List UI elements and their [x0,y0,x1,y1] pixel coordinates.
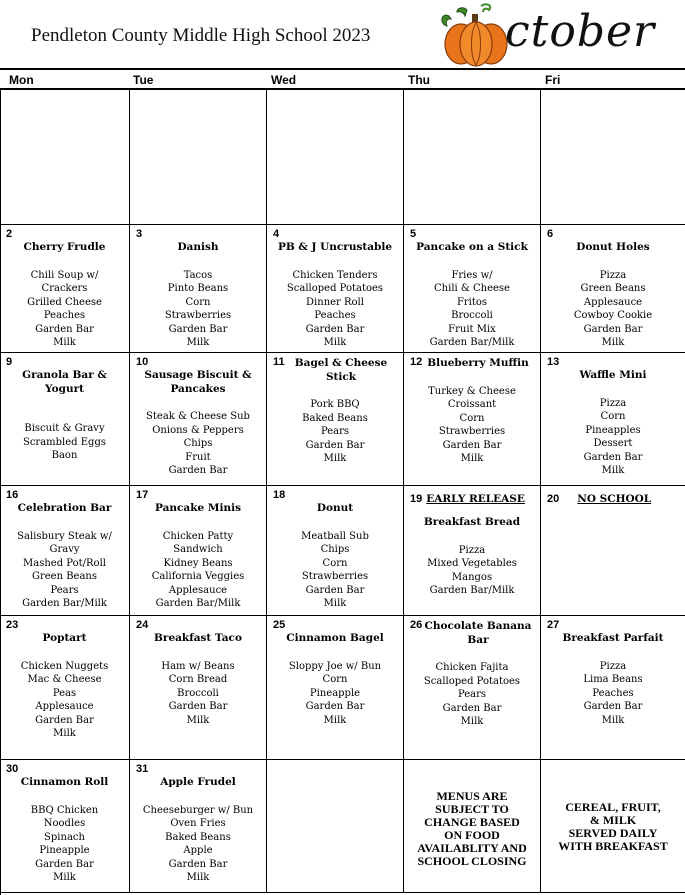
day-cell-oct-31 [130,760,267,893]
blank-day-cell [267,90,404,225]
note-line: SUBJECT TO [435,802,509,816]
menu-disclaimer-cell [404,760,541,893]
menu-line: Apple [183,845,213,856]
day-number: 5 [410,228,417,240]
menu-line: Garden Bar/Milk [22,598,107,609]
menu-line: Corn [600,411,626,422]
day-cell-oct-3 [130,225,267,353]
menu-line: Noodles [43,818,86,829]
menu-line: Chicken Tenders [292,269,378,281]
menu-line: Garden Bar [442,702,502,714]
breakfast-item: Bagel & Cheese Stick [294,357,388,383]
menu-line: Chips [183,438,213,449]
note-line: AVAILABLITY AND [417,841,527,855]
day-number: 2 [6,228,13,240]
day-number: 12 [410,356,423,368]
day-label-fri: Fri [545,73,561,87]
menu-line: Milk [601,714,625,726]
menu-line: Scalloped Potatoes [423,675,521,687]
day-cell-oct-16 [0,486,130,616]
lunch-menu [130,804,266,885]
menu-line: Chili Soup w/ [30,269,99,281]
menu-line: Mac & Cheese [27,674,102,685]
menu-line: Scrambled Eggs [22,436,106,448]
menu-line: Pears [320,426,350,437]
breakfast-item: PB & J Uncrustable [277,241,393,253]
menu-line: Chili & Cheese [434,283,510,294]
lunch-menu [130,269,266,350]
day-number: 16 [6,489,19,501]
breakfast-item: Donut Holes [576,241,650,253]
day-number: 9 [6,356,13,368]
menu-line: Garden Bar/Milk [429,337,515,348]
menu-line: Fruit Mix [448,323,496,335]
blank-day-cell [404,90,541,225]
note-line: SCHOOL CLOSING [417,854,527,868]
day-cell-oct-6 [541,225,685,353]
day-cell-oct-2 [0,225,130,353]
calendar-header [0,0,685,68]
day-label-mon: Mon [9,73,34,87]
note-line: WITH BREAKFAST [558,839,668,853]
weekday-header [0,68,685,90]
day-cell-oct-23 [0,616,130,760]
menu-line: Garden Bar [442,439,502,451]
day-cell-oct-5 [404,225,541,353]
menu-line: Pears [457,689,487,700]
breakfast-item: Blueberry Muffin [427,357,529,369]
menu-line: Broccoli [451,310,493,321]
day-cell-oct-11 [267,353,404,486]
day-cell-oct-30 [0,760,130,893]
lunch-menu [0,804,129,885]
lunch-menu [0,422,129,463]
day-number: 17 [136,489,149,501]
note-line: SERVED DAILY [568,826,658,840]
breakfast-item: Celebration Bar [17,502,112,514]
early-release-label: EARLY RELEASE [426,493,525,505]
lunch-menu [130,660,266,728]
day-number: 20 [547,493,560,505]
lunch-menu [130,410,266,478]
menu-line: Cowboy Cookie [573,310,653,321]
breakfast-item: Poptart [42,632,87,644]
menu-line: Corn [322,674,348,685]
breakfast-item: Cherry Frudle [23,241,106,253]
lunch-menu [404,385,540,466]
menu-line: Chicken Patty [162,530,234,542]
menu-line: Chicken Nuggets [20,660,109,672]
lunch-menu [404,661,540,729]
lunch-menu [404,544,540,598]
breakfast-item: Cinnamon Roll [20,776,109,788]
day-number: 26 [410,619,423,631]
menu-line: Pizza [599,397,627,409]
day-cell-oct-10 [130,353,267,486]
menu-line: Milk [186,337,210,348]
menu-line: Peas [52,687,77,699]
menu-line: Milk [323,714,347,726]
menu-line: Garden Bar [305,439,365,451]
note-line: ON FOOD [444,828,500,842]
day-number: 4 [273,228,280,240]
menu-line: Milk [53,728,76,739]
menu-line: Garden Bar [305,701,365,712]
menu-line: BBQ Chicken [30,804,99,816]
lunch-menu [541,397,685,478]
breakfast-item: Waffle Mini [579,369,647,381]
day-cell-oct-27 [541,616,685,760]
note-line: CEREAL, FRUIT, [565,800,661,814]
menu-line: Garden Bar/Milk [429,585,515,596]
menu-line: Garden Bar [168,701,228,712]
lunch-menu [267,660,403,728]
day-cell-oct-12 [404,353,541,486]
menu-line: Kidney Beans [163,557,233,569]
day-number: 25 [273,619,286,631]
day-cell-oct-18 [267,486,404,616]
menu-line: Pinto Beans [167,283,229,294]
daily-breakfast-note-cell [541,760,685,893]
menu-line: Milk [460,453,484,464]
menu-line: Ham w/ Beans [161,660,235,672]
note-line: & MILK [589,813,637,827]
blank-day-cell [130,90,267,225]
menu-line: Fritos [456,296,488,308]
menu-line: Sloppy Joe w/ Bun [288,660,382,672]
menu-line: Tacos [183,269,213,281]
breakfast-item: Breakfast Parfait [562,632,664,644]
day-number: 23 [6,619,19,631]
month-title: ctober [505,6,656,57]
menu-line: Garden Bar [35,323,94,335]
day-label-wed: Wed [271,73,297,87]
no-school-banner [547,489,651,507]
day-cell-oct-19 [404,486,541,616]
menu-line: Milk [323,453,347,464]
menu-line: Mixed Vegetables [427,558,517,569]
menu-line: Mashed Pot/Roll [23,557,106,569]
day-number: 11 [273,356,285,368]
menu-line: Garden Bar [583,451,643,463]
lunch-menu [541,269,685,350]
blank-day-cell [267,760,404,893]
menu-line: Pineapple [309,687,361,699]
day-number: 18 [273,489,286,501]
menu-line: Applesauce [168,584,228,596]
menu-line: Milk [601,465,625,476]
menu-line: Fruit [185,451,211,463]
day-cell-oct-17 [130,486,267,616]
menu-line: Turkey & Cheese [428,385,516,397]
menu-line: Croissant [447,399,497,410]
menu-line: Chicken Fajita [435,662,509,673]
day-cell-oct-25 [267,616,404,760]
breakfast-item: Chocolate Banana Bar [424,620,532,646]
lunch-menu [130,530,266,611]
school-title: Pendleton County Middle High School 2023 [31,25,371,46]
menu-line: Crackers [41,283,88,294]
breakfast-item: Cinnamon Bagel [286,632,384,644]
day-number: 3 [136,228,143,240]
lunch-menu [267,269,403,350]
menu-line: Pineapples [585,424,641,436]
menu-line: Chips [320,544,350,555]
menu-line: Lima Beans [583,674,643,685]
menu-line: Applesauce [35,701,94,712]
menu-line: Pork BBQ [310,399,360,410]
menu-line: Green Beans [580,283,646,294]
menu-line: Peaches [592,687,634,699]
note-line: CHANGE BASED [424,815,520,829]
blank-day-cell [541,90,685,225]
breakfast-item: Danish [177,241,219,253]
day-number: 27 [547,619,560,631]
day-number: 24 [136,619,149,631]
menu-line: Gravy [49,544,80,555]
menu-line: Strawberries [301,571,369,582]
menu-line: Garden Bar [305,584,365,596]
menu-line: Milk [53,872,76,883]
menu-line: Corn [459,412,485,424]
menu-line: Corn [185,296,211,308]
lunch-menu [0,530,129,611]
lunch-menu [0,660,129,741]
menu-line: Pizza [458,544,486,556]
menu-line: Pizza [599,269,627,281]
menu-line: Strawberries [438,426,506,437]
blank-day-cell [0,90,130,225]
day-number: 31 [136,763,149,775]
daily-breakfast-note [541,801,685,853]
menu-line: Dessert [593,438,633,449]
menu-line: Milk [186,872,210,883]
day-number: 13 [547,356,560,368]
menu-line: Dinner Roll [306,296,364,308]
note-line: MENUS ARE [436,789,508,803]
menu-line: Garden Bar [35,858,94,870]
lunch-menu [404,269,540,350]
menu-line: Onions & Peppers [152,424,244,436]
menu-line: Applesauce [583,296,643,308]
breakfast-item: Pancake on a Stick [416,241,528,253]
menu-line: Milk [601,337,625,348]
menu-line: Baked Beans [165,831,231,843]
menu-line: Milk [460,716,484,727]
day-number: 19 [410,493,423,505]
menu-line: Garden Bar [583,701,643,712]
breakfast-item: Donut [316,502,354,514]
no-school-label: NO SCHOOL [577,493,652,505]
menu-line: Milk [53,337,76,348]
menu-line: Sandwich [173,544,223,555]
menu-line: Milk [186,714,210,726]
menu-line: Biscuit & Gravy [24,423,105,434]
menu-line: Oven Fries [170,818,226,829]
menu-line: Garden Bar/Milk [155,598,241,609]
day-label-thu: Thu [408,73,430,87]
breakfast-item: Apple Frudel [160,776,236,788]
day-number: 30 [6,763,19,775]
menu-line: Scalloped Potatoes [286,283,384,294]
menu-line: Peaches [314,310,356,321]
menu-line: Fries w/ [451,269,493,281]
menu-line: Grilled Cheese [27,296,102,308]
menu-line: Garden Bar [168,858,228,870]
day-cell-oct-24 [130,616,267,760]
breakfast-item: Breakfast Taco [154,632,242,644]
menu-line: Peaches [43,310,86,321]
breakfast-item: Granola Bar & Yogurt [22,369,107,395]
menu-line: Strawberries [164,310,232,321]
breakfast-item: Breakfast Bread [423,516,521,528]
menu-line: California Veggies [151,571,245,582]
lunch-menu [541,660,685,728]
menu-line: Corn Bread [168,674,228,685]
pumpkin-icon [437,2,515,68]
menu-line: Pineapple [39,845,90,856]
menu-line: Milk [323,598,347,609]
lunch-menu [267,530,403,611]
menu-disclaimer [404,790,540,868]
breakfast-item: Pancake Minis [154,502,241,514]
day-number: 6 [547,228,554,240]
day-cell-oct-26 [404,616,541,760]
menu-line: Broccoli [177,687,219,699]
early-release-banner [410,489,525,507]
lunch-menu [0,269,129,350]
menu-line: Garden Bar [168,323,228,335]
menu-line: Salisbury Steak w/ [17,530,112,542]
menu-line: Mangos [451,571,493,583]
breakfast-item: Sausage Biscuit & Pancakes [144,369,252,395]
lunch-menu [267,398,403,466]
menu-line: Milk [323,337,347,348]
day-cell-oct-20 [541,486,685,616]
menu-line: Steak & Cheese Sub [146,411,250,422]
menu-line: Spinach [44,831,85,843]
menu-line: Baked Beans [302,412,368,424]
day-cell-oct-9 [0,353,130,486]
day-label-tue: Tue [133,73,154,87]
day-number: 10 [136,356,149,368]
menu-line: Garden Bar [35,714,94,726]
menu-line: Baon [51,450,78,461]
day-cell-oct-13 [541,353,685,486]
menu-line: Green Beans [31,571,98,582]
menu-line: Corn [322,557,348,569]
menu-line: Pizza [599,660,627,672]
menu-line: Pears [50,584,79,596]
menu-line: Cheeseburger w/ Bun [142,804,254,816]
menu-line: Garden Bar [583,323,643,335]
menu-line: Garden Bar [168,465,228,476]
menu-line: Garden Bar [305,323,365,335]
day-cell-oct-4 [267,225,404,353]
menu-line: Meatball Sub [301,530,369,542]
